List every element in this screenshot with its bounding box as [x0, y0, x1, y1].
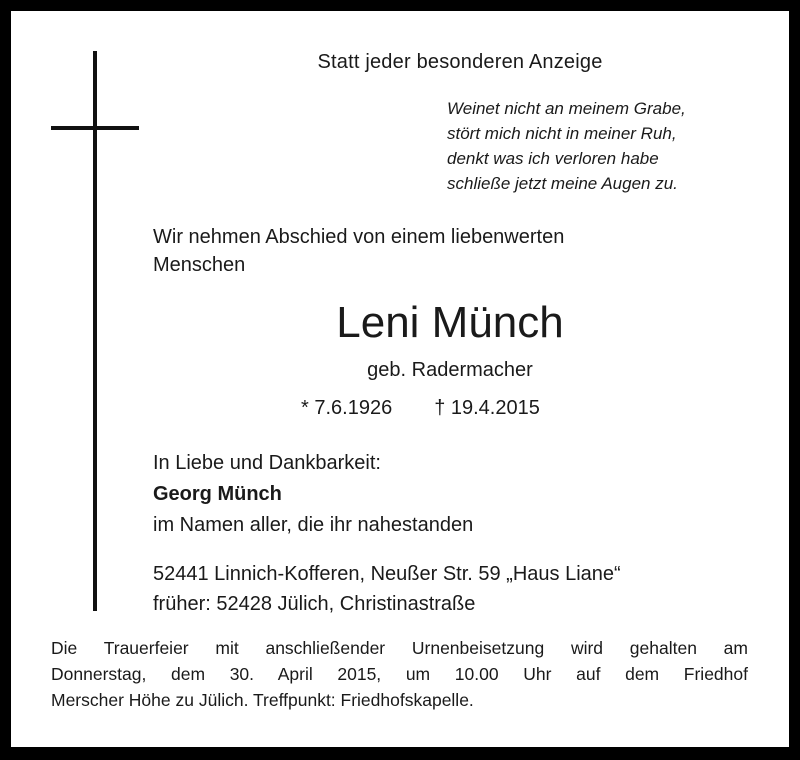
poem-line: denkt was ich verloren habe	[447, 149, 659, 168]
death-date: † 19.4.2015	[434, 397, 540, 419]
signer-name: Georg Münch	[153, 483, 282, 505]
life-dates	[301, 397, 540, 420]
address-former: früher: 52428 Jülich, Christinastraße	[153, 593, 476, 615]
poem-line: Weinet nicht an meinem Grabe,	[447, 99, 686, 118]
cross-horizontal-bar	[51, 126, 139, 130]
notice-line: Die Trauerfeier mit anschließender Urnenbeisetzung wird gehalten am	[51, 638, 748, 658]
poem-line: schließe jetzt meine Augen zu.	[447, 174, 678, 193]
obituary-card	[11, 11, 789, 747]
poem	[447, 96, 767, 196]
intro-line: Wir nehmen Abschied von einem liebenwerten	[153, 226, 565, 248]
notice-line: Merscher Höhe zu Jülich. Treffpunkt: Friedhofskapelle.	[51, 690, 474, 710]
deceased-name: Leni Münch	[336, 298, 564, 347]
poem-line: stört mich nicht in meiner Ruh,	[447, 124, 677, 143]
intro-text	[153, 223, 713, 279]
notice-line: Donnerstag, dem 30. April 2015, um 10.00 Uhr auf dem Friedhof	[51, 664, 748, 684]
signature-block	[153, 448, 473, 541]
birth-date: * 7.6.1926	[301, 397, 393, 419]
maiden-name: geb. Radermacher	[367, 359, 533, 381]
address-block	[153, 559, 621, 619]
header-text: Statt jeder besonderen Anzeige	[317, 51, 603, 73]
funeral-notice	[51, 635, 748, 713]
signature-note: im Namen aller, die ihr nahestanden	[153, 514, 474, 536]
intro-line: Menschen	[153, 254, 246, 276]
signature-intro: In Liebe und Dankbarkeit:	[153, 452, 381, 474]
address-current: 52441 Linnich-Kofferen, Neußer Str. 59 „Haus Liane“	[153, 563, 621, 585]
